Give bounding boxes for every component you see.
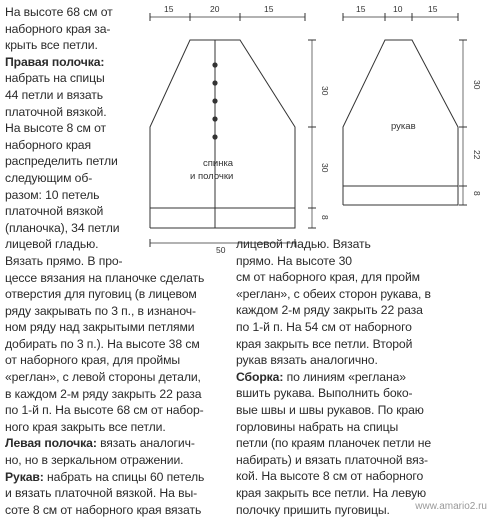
line-text: отверстия для пуговиц (в лицевом: [5, 287, 197, 301]
line-text: следующим об-: [5, 171, 92, 185]
line-text: ном ряду над закрытыми петлями: [5, 320, 194, 334]
line-text: в каждом 2-м ряду закрыть 22 раза: [5, 387, 201, 401]
body-dim-top-mid: 20: [210, 4, 220, 14]
line-text: петли (по краям планочек петли не: [236, 436, 431, 450]
line-text: края закрыть все петли. На левую: [236, 486, 426, 500]
button-dot: [212, 116, 217, 121]
watermark: www.amario2.ru: [415, 501, 487, 512]
line-text: добирать по 3 п.). На высоте 38 см: [5, 337, 200, 351]
line-text: На высоте 68 см от: [5, 5, 113, 19]
sleeve-dim-right-mid: 22: [472, 150, 482, 160]
sleeve-dim-top-mid: 10: [393, 4, 403, 14]
line-text: «реглан», с левой стороны детали,: [5, 370, 201, 384]
line-text: платочной вязкой.: [5, 105, 107, 119]
section-heading: Рукав:: [5, 470, 44, 484]
body-dim-right-upper: 30: [320, 86, 330, 96]
line-text: по линиям «реглана»: [283, 370, 406, 384]
line-text: полочку пришить пуговицы.: [236, 503, 390, 517]
line-text: (планочка), 34 петли: [5, 221, 120, 235]
body-schematic: [150, 13, 316, 247]
sleeve-dim-right-upper: 30: [472, 80, 482, 90]
section-heading: Сборка:: [236, 370, 283, 384]
line-text: Вязать прямо. В про-: [5, 254, 123, 268]
line-text: по 1-й п. На высоте 68 см от набор-: [5, 403, 204, 417]
sleeve-dim-right-bottom: 8: [472, 191, 482, 196]
sleeve-schematic: [343, 13, 467, 205]
line-text: вшить рукава. Выполнить боко-: [236, 386, 413, 400]
body-label-line2: и полочки: [190, 171, 233, 182]
line-text: набрать на спицы 60 петель: [44, 470, 205, 484]
line-text: края закрыть все петли. Второй: [236, 337, 412, 351]
line-text: лицевой гладью.: [5, 237, 98, 251]
line-text: лицевой гладью. Вязать: [236, 237, 371, 251]
button-dot: [212, 134, 217, 139]
sleeve-dim-top-right: 15: [428, 4, 438, 14]
body-dim-right-lower: 30: [320, 163, 330, 173]
body-label-line1: спинка: [203, 158, 234, 169]
line-text: набрать на спицы: [5, 71, 105, 85]
line-text: каждом 2-м ряду закрыть 22 раза: [236, 303, 423, 317]
line-text: распределить петли: [5, 154, 118, 168]
button-dot: [212, 62, 217, 67]
line-text: крыть все петли.: [5, 38, 98, 52]
line-text: набирать) и вязать платочной вяз-: [236, 453, 428, 467]
line-text: разом: 10 петель: [5, 188, 99, 202]
line-text: соте 8 см от наборного края вязать: [5, 503, 201, 517]
line-text: от наборного края, для проймы: [5, 353, 180, 367]
sleeve-label: рукав: [391, 121, 416, 132]
line-text: наборного края за-: [5, 22, 110, 36]
line-text: 44 петли и вязать: [5, 88, 103, 102]
body-dim-top-left: 15: [164, 4, 174, 14]
line-text: рукав вязать аналогично.: [236, 353, 378, 367]
section-heading: Правая полочка:: [5, 55, 104, 69]
line-text: На высоте 8 см от: [5, 121, 106, 135]
line-text: и вязать платочной вязкой. На вы-: [5, 486, 197, 500]
button-dot: [212, 98, 217, 103]
line-text: ряду закрывать по 3 п., в изнаноч-: [5, 304, 196, 318]
line-text: вые швы и швы рукавов. По краю: [236, 403, 424, 417]
line-text: ного края закрыть все петли.: [5, 420, 166, 434]
sleeve-dim-top-left: 15: [356, 4, 366, 14]
line-text: но, но в зеркальном отражении.: [5, 453, 183, 467]
line-text: вязать аналогич-: [97, 436, 195, 450]
line-text: наборного края: [5, 138, 91, 152]
line-text: платочной вязкой: [5, 204, 103, 218]
body-dim-top-right: 15: [264, 4, 274, 14]
line-text: «реглан», с обеих сторон рукава, в: [236, 287, 431, 301]
section-heading: Левая полочка:: [5, 436, 97, 450]
line-text: горловины набрать на спицы: [236, 420, 398, 434]
body-dim-right-bottom: 8: [320, 215, 330, 220]
body-dim-bottom: 50: [216, 245, 226, 255]
line-text: цессе вязания на планочке сделать: [5, 271, 204, 285]
line-text: кой. На высоте 8 см от наборного: [236, 469, 423, 483]
line-text: см от наборного края, для пройм: [236, 270, 420, 284]
line-text: по 1-й п. На 54 см от наборного: [236, 320, 412, 334]
line-text: прямо. На высоте 30: [236, 254, 352, 268]
button-dot: [212, 80, 217, 85]
